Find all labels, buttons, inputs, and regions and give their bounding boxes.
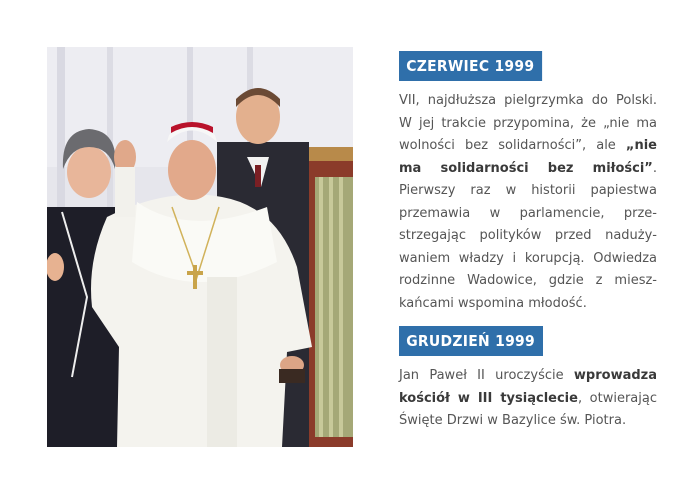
june-text-part1: VII, najdłuższa pielgrzymka do Polski. W jej trakcie przypomina, że „nie ma wolności bez solidarności”, ale: [399, 93, 657, 153]
december-text-part2: , otwierając Święte Drzwi w Bazylice św. Piotra.: [399, 390, 657, 428]
section-december-1999: [399, 326, 657, 433]
date-label-june-1999: CZERWIEC 1999: [399, 51, 542, 81]
december-bold-phrase: wprowadza kościół w III tysiąclecie: [399, 368, 657, 406]
pope-parliament-photo: [47, 47, 353, 447]
december-1999-description: [399, 365, 657, 433]
june-text-part2: . Pierwszy raz w historii papiestwa przemawia w parlamencie, przestrzegając polityków przed nadużywaniem władzy i korupcją. Odwiedza rodzinne Wadowice, gdzie z mieszkańcami wspomina młodość.: [399, 160, 657, 311]
december-text-part1: Jan Paweł II uroczyście: [399, 368, 574, 383]
section-june-1999: [399, 51, 657, 315]
date-label-december-1999: GRUDZIEŃ 1999: [399, 326, 543, 356]
june-bold-quote: „nie ma solidarności bez miłości”: [399, 138, 657, 176]
june-1999-description: [399, 90, 657, 315]
